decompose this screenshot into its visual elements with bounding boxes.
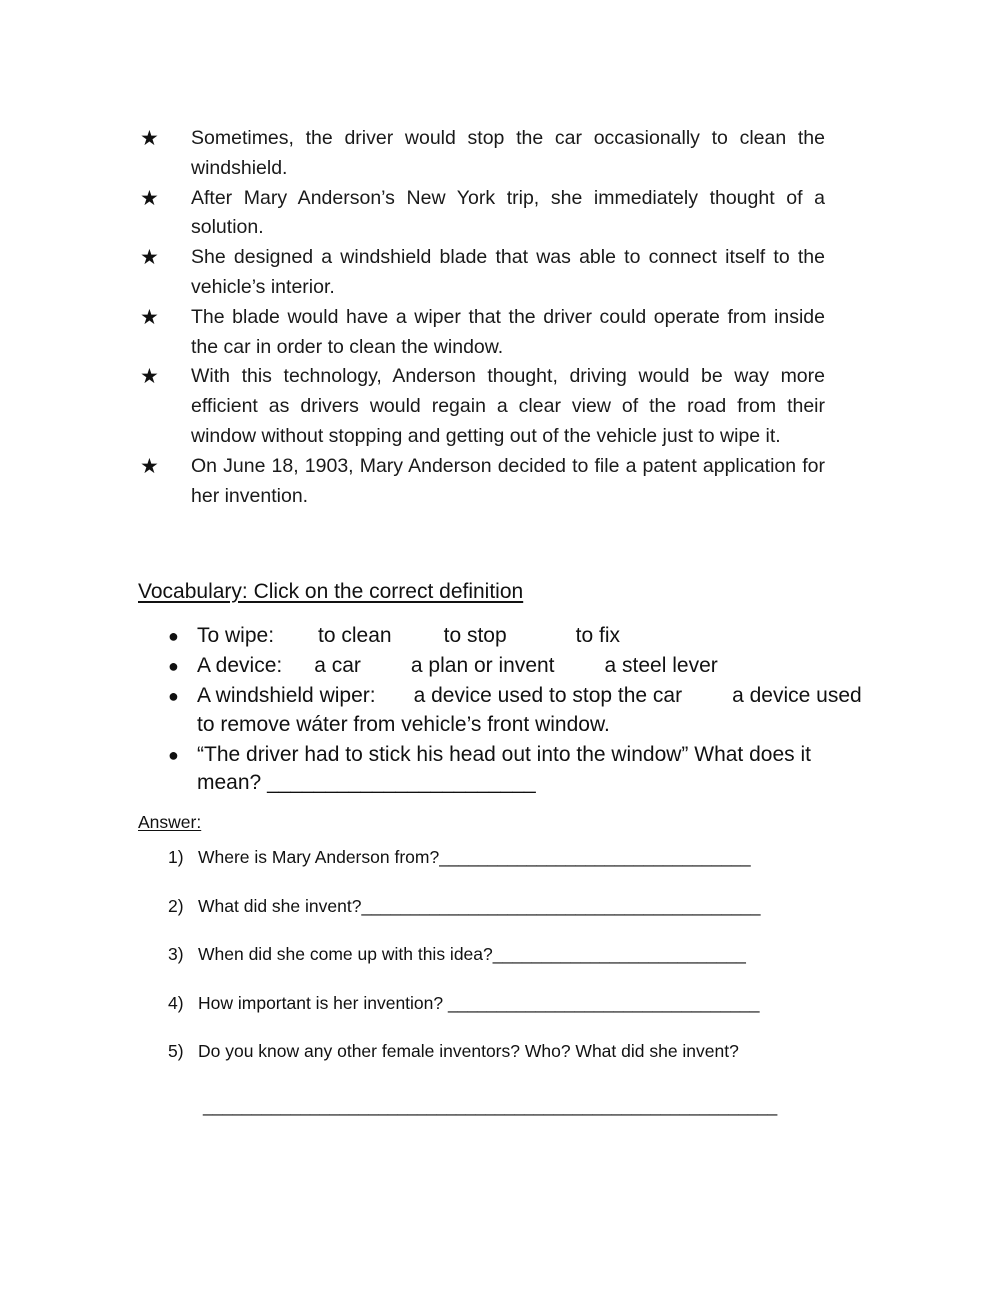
vocabulary-item	[168, 622, 868, 651]
star-icon: ★	[140, 454, 159, 478]
question-number: 2)	[168, 895, 184, 916]
answer-blank[interactable]: ________________________________	[443, 992, 760, 1013]
question-text: When did she come up with this idea?	[198, 944, 493, 965]
bullet-icon: ●	[168, 686, 179, 706]
answer-blank[interactable]: ___________________________________________________________	[203, 1096, 778, 1116]
star-icon: ★	[140, 127, 159, 150]
question-text: What did she invent?	[198, 895, 362, 916]
vocabulary-item	[168, 741, 868, 798]
fact-text: She designed a windshield blade that was able to connect itself to the vehicle’s interior.	[191, 246, 825, 298]
question-number: 1)	[168, 847, 184, 867]
definition-option[interactable]: a car	[314, 654, 361, 677]
vocabulary-term: To wipe:	[197, 624, 275, 647]
fact-item	[138, 124, 825, 184]
fact-item	[138, 184, 825, 244]
answer-blank[interactable]: ________________________________	[439, 847, 751, 867]
fact-item	[138, 303, 825, 363]
star-icon: ★	[140, 246, 159, 270]
bullet-icon: ●	[168, 626, 179, 646]
fact-list	[138, 124, 838, 511]
vocabulary-term: A device:	[197, 654, 283, 677]
fact-item	[138, 243, 825, 303]
star-icon: ★	[140, 365, 159, 389]
question-number: 3)	[168, 944, 184, 965]
definition-option[interactable]: a device used to remove wáter from vehicle’s front window.	[197, 684, 862, 736]
star-icon: ★	[140, 186, 159, 210]
question-item	[168, 1041, 828, 1090]
definition-option[interactable]: a plan or invent	[410, 654, 555, 677]
vocabulary-question: “The driver had to stick his head out into the window” What does it mean?	[197, 742, 811, 794]
definition-option[interactable]: a device used to stop the car	[413, 684, 683, 707]
vocabulary-list	[168, 622, 868, 799]
definition-option[interactable]: to fix	[575, 624, 621, 647]
star-icon: ★	[140, 305, 159, 329]
vocabulary-item	[168, 682, 868, 739]
question-list	[168, 847, 828, 1090]
fact-item	[138, 452, 825, 512]
question-number: 5)	[168, 1041, 184, 1062]
bullet-icon: ●	[168, 656, 179, 676]
definition-option[interactable]: to stop	[443, 624, 507, 647]
fact-text: Sometimes, the driver would stop the car occasionally to clean the windshield.	[191, 127, 825, 179]
bullet-icon: ●	[168, 744, 179, 765]
vocabulary-term: A windshield wiper:	[197, 684, 376, 707]
definition-option[interactable]: a steel lever	[604, 654, 718, 677]
fact-text: On June 18, 1903, Mary Anderson decided to file a patent application for her invention.	[191, 454, 825, 507]
fact-text: The blade would have a wiper that the driver could operate from inside the car in order to clean the window.	[191, 305, 825, 358]
vocabulary-item	[168, 652, 868, 681]
answer-blank[interactable]: __________________________	[492, 944, 746, 965]
answer-blank[interactable]: _______________________	[267, 771, 536, 794]
question-text: How important is her invention?	[198, 992, 444, 1013]
fact-item	[138, 362, 825, 451]
fact-text: With this technology, Anderson thought, driving would be way more efficient as drivers would regain a clear view of the road from their window without stopping and getting out of the vehicle just to wipe it.	[191, 365, 825, 447]
question-text: Do you know any other female inventors? Who? What did she invent?	[198, 1041, 739, 1062]
answer-blank[interactable]: _________________________________________	[361, 895, 761, 916]
fact-text: After Mary Anderson’s New York trip, she immediately thought of a solution.	[191, 186, 825, 239]
question-item	[168, 896, 828, 945]
question-item	[168, 847, 828, 896]
question-text: Where is Mary Anderson from?	[198, 847, 440, 867]
vocabulary-title: Vocabulary: Click on the correct definition	[138, 580, 524, 603]
question-number: 4)	[168, 992, 184, 1013]
definition-option[interactable]: to clean	[318, 624, 392, 647]
question-item	[168, 944, 828, 993]
question-item	[168, 993, 828, 1042]
answer-label: Answer:	[138, 812, 202, 832]
